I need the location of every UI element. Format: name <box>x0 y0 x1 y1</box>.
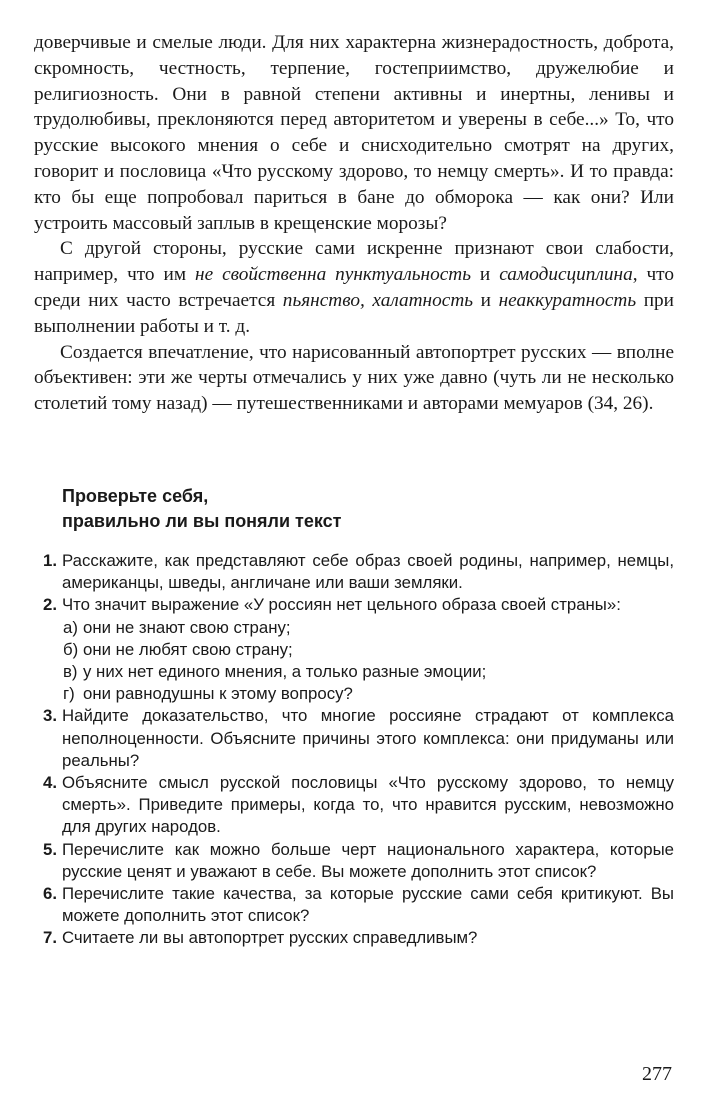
question-text: Перечислите такие качества, за которые русские сами себя критикуют. Вы можете дополнить этот список? <box>62 884 674 926</box>
option-text: у них нет единого мнения, а только разные эмоции; <box>83 662 487 682</box>
section-title-line-1: Проверьте себя, <box>62 486 209 506</box>
question-text: Считаете ли вы автопортрет русских справедливым? <box>62 928 478 948</box>
answer-option-g <box>62 683 674 705</box>
section-title <box>62 484 674 534</box>
question-number: 3. <box>43 706 57 726</box>
emphasis-sloppiness: неаккуратность <box>498 289 637 311</box>
option-letter: в) <box>63 662 78 682</box>
question-4 <box>43 772 674 839</box>
question-number: 2. <box>43 595 57 615</box>
question-text: Найдите доказательство, что многие россияне страдают от комплекса неполноценности. Объясните причины этого комплекса: они придуманы или реальны? <box>62 706 674 770</box>
question-text: Объясните смысл русской пословицы «Что русскому здорово, то немцу смерть». Приведите примеры, когда то, что нравится русским, невозможно для других народов. <box>62 773 674 837</box>
question-5 <box>43 839 674 883</box>
paragraph-3 <box>34 340 674 417</box>
paragraph-text: , что среди них часто встречается <box>34 264 674 311</box>
option-text: они не знают свою страну; <box>83 617 291 637</box>
self-check-section <box>43 484 674 950</box>
option-text: они не любят свою страну; <box>83 639 293 659</box>
answer-option-a <box>62 617 674 639</box>
question-number: 6. <box>43 884 57 904</box>
option-letter: а) <box>63 617 78 637</box>
question-list <box>43 550 674 950</box>
question-2 <box>43 594 674 705</box>
question-3 <box>43 705 674 772</box>
question-text: Перечислите как можно больше черт национального характера, которые русские ценят и уважают в себе. Вы можете дополнить этот список? <box>62 839 674 881</box>
question-6 <box>43 883 674 927</box>
option-letter: б) <box>63 639 79 659</box>
answer-option-b <box>62 639 674 661</box>
paragraph-text: Создается впечатление, что нарисованный автопортрет русских — вполне объективен: эти же черты отмечались у них уже давно (чуть ли не несколько столетий тому назад) — путешественниками и авторами мемуаров (34, 26). <box>34 341 674 415</box>
answer-option-v <box>62 661 674 683</box>
question-7 <box>43 927 674 949</box>
question-number: 5. <box>43 839 57 859</box>
emphasis-punctuality: не свойственна пунктуальность <box>195 264 471 286</box>
question-1 <box>43 550 674 594</box>
option-letter: г) <box>63 684 75 704</box>
page-number: 277 <box>642 1063 672 1085</box>
paragraph-text: доверчивые и смелые люди. Для них характерна жизнерадостность, доброта, скромность, честность, терпение, гостеприимство, дружелюбие и религиозность. Они в равной степени активны и инертны, ленивы и трудолюбивы, преклоняются перед авторитетом и уверены в себе...» То, что русские высокого мнения о себе и снисходительно смотрят на других, говорит и пословица «Что русскому здорово, то немцу смерть». И то правда: кто бы еще попробовал париться в бане до обморока — как они? Или устроить массовый заплыв в крещенские морозы? <box>34 32 674 234</box>
paragraph-1 <box>34 30 674 236</box>
body-text <box>34 30 674 417</box>
paragraph-text: при выполнении работы и т. д. <box>34 289 674 337</box>
answer-options <box>62 617 674 706</box>
section-title-line-2: правильно ли вы поняли текст <box>62 511 342 531</box>
question-text: Что значит выражение «У россиян нет цельного образа своей страны»: <box>62 595 621 615</box>
paragraph-2 <box>34 236 674 339</box>
option-text: они равнодушны к этому вопросу? <box>83 684 353 704</box>
paragraph-text: С другой стороны, русские сами искренне признают свои слабости, например, что им <box>34 238 674 286</box>
emphasis-self-discipline: самодисциплина <box>499 264 633 286</box>
question-number: 1. <box>43 551 57 570</box>
paragraph-text: и <box>470 264 500 286</box>
paragraph-text: и <box>473 289 499 311</box>
question-number: 7. <box>43 928 57 948</box>
emphasis-drunkenness-negligence: пьянство, халатность <box>282 289 474 311</box>
question-number: 4. <box>43 773 57 793</box>
question-text: Расскажите, как представляют себе образ своей родины, например, немцы, американцы, шведы, англичане или ваши земляки. <box>62 551 674 593</box>
